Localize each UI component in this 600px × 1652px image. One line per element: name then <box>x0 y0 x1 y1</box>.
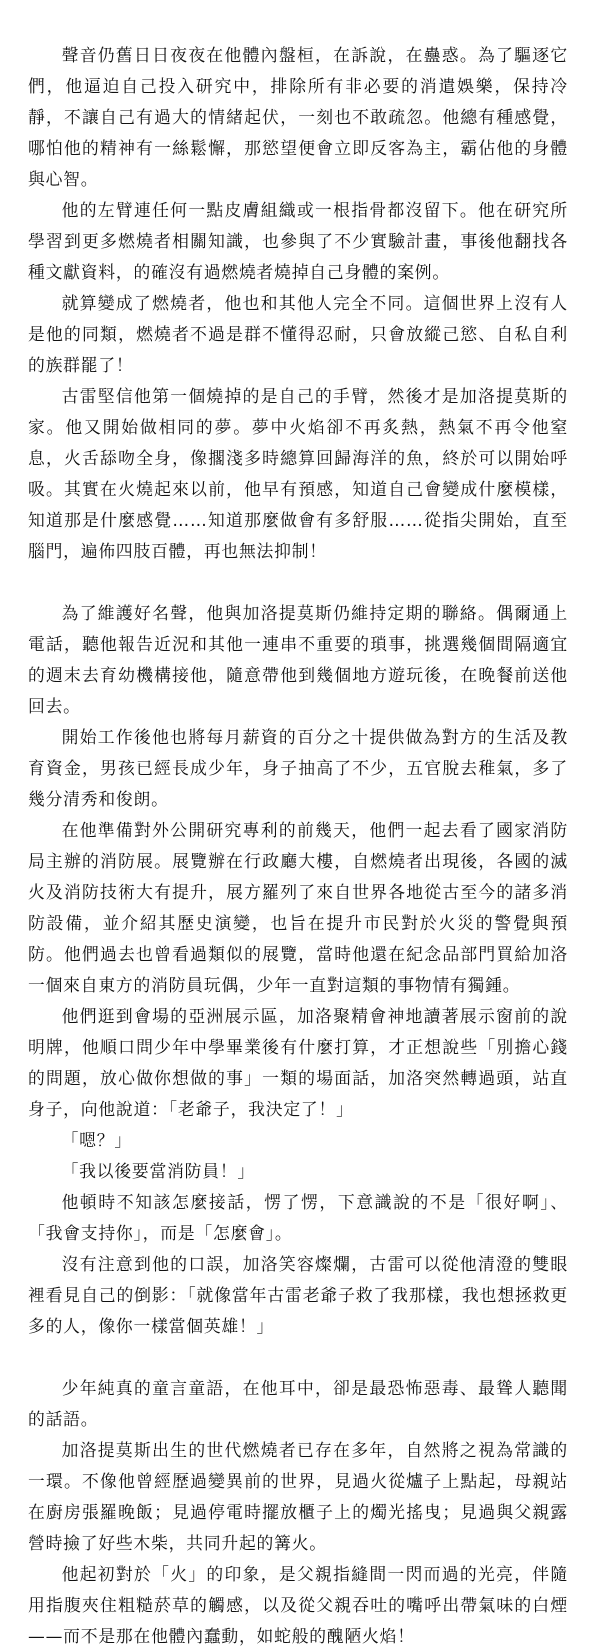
paragraph: 開始工作後他也將每月薪資的百分之十提供做為對方的生活及教育資金，男孩已經長成少年，身子抽高了不少，五官脫去稚氣，多了幾分清秀和俊朗。 <box>28 727 568 809</box>
paragraph: 少年純真的童言童語，在他耳中，卻是最恐怖惡毒、最聳人聽聞的話語。 <box>28 1378 568 1429</box>
paragraph: 聲音仍舊日日夜夜在他體內盤桓，在訴說，在蠱惑。為了驅逐它們，他逼迫自己投入研究中，排除所有非必要的消遣娛樂，保持冷靜，不讓自己有過大的情緒起伏，一刻也不敢疏忽。他總有種感覺，哪怕他的精神有一絲鬆懈，那慾望便會立即反客為主，霸佔他的身體與心智。 <box>28 45 568 189</box>
section-1 <box>28 40 568 567</box>
paragraph: 他起初對於「火」的印象，是父親指縫間一閃而過的光亮，伴隨用指腹夾住粗糙菸草的觸感，以及從父親吞吐的嘴呼出帶氣味的白煙——而不是那在他體內蠢動，如蛇般的醜陋火焰！ <box>28 1564 568 1646</box>
paragraph: 他頓時不知該怎麼接話，愣了愣，下意識說的不是「很好啊」、「我會支持你」，而是「怎麼會」。 <box>28 1192 568 1243</box>
section-3 <box>28 1373 568 1652</box>
paragraph: 加洛提莫斯出生的世代燃燒者已存在多年，自然將之視為常識的一環。不像他曾經歷過變異前的世界，見過火從爐子上點起，母親站在廚房張羅晚飯；見過停電時擺放櫃子上的燭光搖曳；見過與父親露營時撿了好些木柴，共同升起的篝火。 <box>28 1440 568 1553</box>
section-2 <box>28 598 568 1342</box>
document-page <box>28 40 568 1652</box>
paragraph: 他的左臂連任何一點皮膚組織或一根指骨都沒留下。他在研究所學習到更多燃燒者相關知識，也參與了不少實驗計畫，事後他翻找各種文獻資料，的確沒有過燃燒者燒掉自己身體的案例。 <box>28 200 568 282</box>
paragraph: 在他準備對外公開研究專利的前幾天，他們一起去看了國家消防局主辦的消防展。展覽辦在行政廳大樓，自燃燒者出現後，各國的滅火及消防技術大有提升，展方羅列了來自世界各地從古至今的諸多消防設備，並介紹其歷史演變，也旨在提升市民對於火災的警覺與預防。他們過去也曾看過類似的展覽，當時他還在紀念品部門買給加洛一個來自東方的消防員玩偶，少年一直對這類的事物情有獨鍾。 <box>28 820 568 995</box>
section-break <box>28 567 568 598</box>
paragraph: 沒有注意到他的口誤，加洛笑容燦爛，古雷可以從他清澄的雙眼裡看見自己的倒影：「就像當年古雷老爺子救了我那樣，我也想拯救更多的人，像你一樣當個英雄！」 <box>28 1254 568 1336</box>
paragraph: 為了維護好名聲，他與加洛提莫斯仍維持定期的聯絡。偶爾通上電話，聽他報告近況和其他一連串不重要的瑣事，挑選幾個間隔適宜的週末去育幼機構接他，隨意帶他到幾個地方遊玩後，在晚餐前送他回去。 <box>28 603 568 716</box>
section-break <box>28 1342 568 1373</box>
paragraph: 他們逛到會場的亞洲展示區，加洛聚精會神地讀著展示窗前的說明牌，他順口問少年中學畢業後有什麼打算，才正想說些「別擔心錢的問題，放心做你想做的事」一類的場面話，加洛突然轉過頭，站直身子，向他說道：「老爺子，我決定了！」 <box>28 1006 568 1119</box>
paragraph: 古雷堅信他第一個燒掉的是自己的手臂，然後才是加洛提莫斯的家。他又開始做相同的夢。夢中火焰卻不再炙熱，熱氣不再令他窒息，火舌舔吻全身，像擱淺多時總算回歸海洋的魚，終於可以開始呼吸。其實在火燒起來以前，他早有預感，知道自己會變成什麼模樣，知道那是什麼感覺……知道那麼做會有多舒服……從指尖開始，直至腦門，遍佈四肢百體，再也無法抑制！ <box>28 386 568 561</box>
paragraph: 「我以後要當消防員！」 <box>61 1161 255 1181</box>
paragraph: 「嗯？」 <box>61 1130 132 1150</box>
paragraph: 就算變成了燃燒者，他也和其他人完全不同。這個世界上沒有人是他的同類，燃燒者不過是群不懂得忍耐，只會放縱己慾、自私自利的族群罷了！ <box>28 293 568 375</box>
